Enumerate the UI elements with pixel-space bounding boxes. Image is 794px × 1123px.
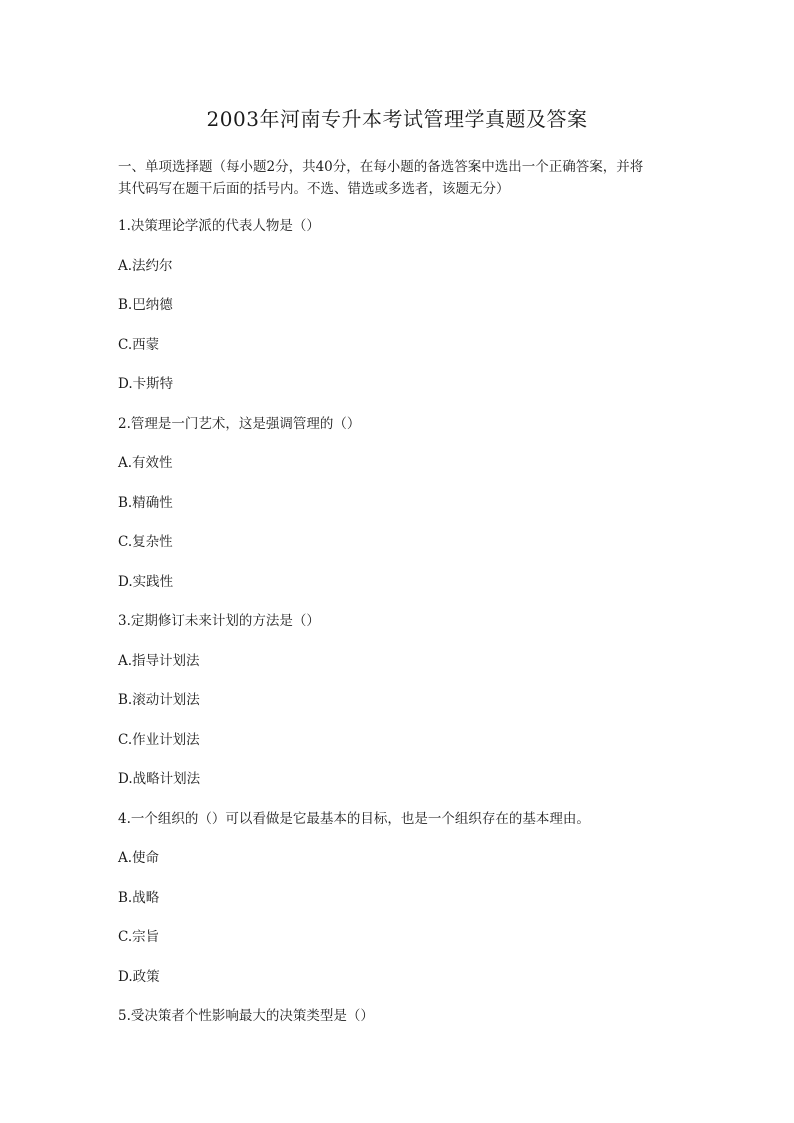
question-1-option-c: C.西蒙 — [118, 337, 160, 353]
question-3-option-d: D.战略计划法 — [118, 771, 201, 787]
question-2-option-c: C.复杂性 — [118, 534, 173, 550]
question-2-option-a: A.有效性 — [118, 455, 173, 471]
question-3-option-b: B.滚动计划法 — [118, 692, 200, 708]
question-stem-5: 5.受决策者个性影响最大的决策类型是（） — [118, 1008, 374, 1024]
section-instructions-line-2: 其代码写在题干后面的括号内。不选、错选或多选者，该题无分） — [118, 181, 510, 197]
section-instructions — [118, 156, 678, 200]
question-stem-3: 3.定期修订未来计划的方法是（） — [118, 613, 320, 629]
question-3-option-c: C.作业计划法 — [118, 732, 200, 748]
question-1-option-d: D.卡斯特 — [118, 376, 174, 392]
question-4-option-a: A.使命 — [118, 850, 160, 866]
question-stem-1: 1.决策理论学派的代表人物是（） — [118, 218, 320, 234]
section-instructions-line-1: 一、单项选择题（每小题2分，共40分，在每小题的备选答案中选出一个正确答案，并将 — [118, 159, 644, 175]
document-title: 2003年河南专升本考试管理学真题及答案 — [206, 107, 588, 131]
question-2-option-b: B.精确性 — [118, 495, 173, 511]
question-1-option-a: A.法约尔 — [118, 258, 173, 274]
question-4-option-b: B.战略 — [118, 890, 160, 906]
question-stem-2: 2.管理是一门艺术，这是强调管理的（） — [118, 416, 361, 432]
question-2-option-d: D.实践性 — [118, 574, 174, 590]
question-4-option-c: C.宗旨 — [118, 929, 160, 945]
question-3-option-a: A.指导计划法 — [118, 653, 200, 669]
question-4-option-d: D.政策 — [118, 969, 160, 985]
question-1-option-b: B.巴纳德 — [118, 297, 173, 313]
question-stem-4: 4.一个组织的（）可以看做是它最基本的目标，也是一个组织存在的基本理由。 — [118, 811, 590, 827]
